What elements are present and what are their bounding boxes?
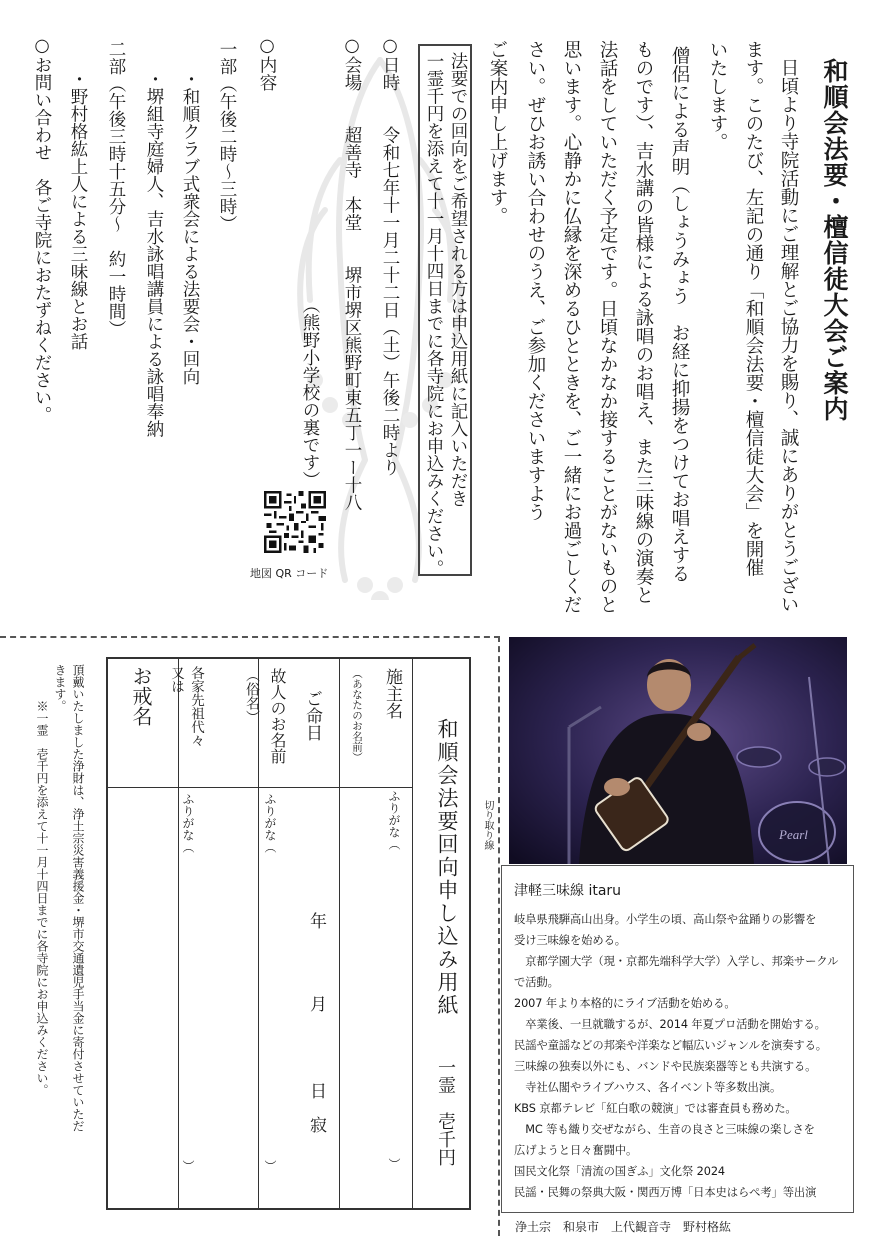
part1-item: ・堺組寺庭婦人、吉水詠唱講員による詠唱奉納 xyxy=(144,70,164,438)
contents-label: ○内容 xyxy=(257,36,277,91)
deceased-paren-close: ） xyxy=(263,1160,277,1172)
profile-line: KBS 京都テレビ「紅白歌の競演」では審査員も務めた。 xyxy=(514,1102,797,1115)
donation-note: 頂戴いたしました浄財は、浄土宗災害義援金・堺市交通遺児手当金に寄付させていただ xyxy=(71,664,85,1132)
profile-line: 三味線の独奏以外にも、バンドや民族楽器等とも共演する。 xyxy=(514,1060,817,1073)
date-month: 月 xyxy=(306,995,326,1012)
sponsor-paren-close: ） xyxy=(387,1158,401,1170)
profile-line: 国民文化祭「清流の国ぎふ」文化祭 2024 xyxy=(514,1165,725,1178)
notice-box-line: 法要での回向をご希望される方は申込用紙に記入いただき xyxy=(448,52,468,507)
notice-title: 和順会法要・檀信徒大会ご案内 xyxy=(820,58,849,422)
profile-line: 広げようと日々奮闘中。 xyxy=(514,1144,638,1157)
sponsor-label: 施主名 xyxy=(382,668,402,719)
sponsor-furigana: ふりがな（ xyxy=(387,790,401,850)
deceased-name-sub-label: （俗名） xyxy=(244,668,260,724)
cut-line-vertical xyxy=(498,636,500,1236)
part1-heading: 一部（午後二時〜三時） xyxy=(217,40,237,233)
form-divider xyxy=(258,659,259,1208)
event-datetime: ○日時 令和七年十一月二十二日（土）午後二時より xyxy=(380,36,400,476)
deceased-name-field[interactable] xyxy=(218,860,252,1152)
profile-line: で活動。 xyxy=(514,976,559,989)
form-divider xyxy=(339,659,340,1208)
profile-footer: 浄土宗 和泉市 上代観音寺 野村格紘 xyxy=(515,1220,732,1234)
event-venue-note: （熊野小学校の裏です） xyxy=(300,296,320,489)
performer-photo xyxy=(509,637,847,864)
part1-item: ・和順クラブ式衆会による法要会・回向 xyxy=(180,70,200,385)
form-title: 和順会法要回向申し込み用紙 xyxy=(435,718,459,1017)
notice-paragraph-line: ご案内申し上げます。 xyxy=(487,40,508,225)
date-year: 年 xyxy=(306,912,326,929)
notice-paragraph-line: 日頃より寺院活動にご理解とご協力を賜り、誠にありがとうござい xyxy=(778,58,799,613)
qr-code-label: 地図 QR コード xyxy=(250,567,329,580)
notice-paragraph-line: いたします。 xyxy=(707,40,728,151)
form-divider xyxy=(412,659,413,1208)
profile-line: 民謡・民舞の祭典大阪・関西万博「日本史はらぺ考」等出演 xyxy=(514,1186,817,1199)
date-jaku: 寂 xyxy=(306,1116,326,1133)
profile-line: 2007 年より本格的にライブ活動を始める。 xyxy=(514,997,736,1010)
notice-paragraph-line: 僧侶による声明（しょうみょう お経に抑揚をつけてお唱えする xyxy=(669,46,690,583)
kaimyo-label: お戒名 xyxy=(129,666,153,726)
memorial-date-field[interactable] xyxy=(272,800,306,1162)
form-divider xyxy=(178,659,179,1208)
notice-paragraph-line: さい。ぜひお誘い合わせのうえ、ご参加くださいますよう xyxy=(525,40,546,521)
cut-line-label: 切り取り線 xyxy=(482,800,493,850)
memorial-date-label: ご命日 xyxy=(302,690,322,741)
inquiry-text: ○お問い合わせ 各ご寺院におたずねください。 xyxy=(32,36,52,424)
event-venue: ○会場 超善寺 本堂 堺市堺区熊野町東五丁一ー十八 xyxy=(342,36,362,511)
application-deadline-note: ※一霊 壱千円を添えて十一月十四日までに各寺院にお申込みください。 xyxy=(35,700,49,1096)
profile-line: 受け三味線を始める。 xyxy=(514,934,626,947)
drum-brand-text: Pearl xyxy=(779,827,808,842)
part2-heading: 二部（午後三時十五分〜 約一時間） xyxy=(106,40,126,338)
ancestors-kaimyo-field[interactable] xyxy=(130,860,164,1152)
ancestors-or-label: 又は xyxy=(168,666,184,693)
ancestors-paren-close: ） xyxy=(181,1160,195,1172)
sponsor-name-field[interactable] xyxy=(352,860,386,1152)
deceased-name-label: 故人のお名前 xyxy=(268,668,287,764)
notice-paragraph-line: 思います。心静かに仏縁を深めるひとときを、ご一緒にお過ごしくだ xyxy=(561,40,582,614)
donation-note-cont: きます。 xyxy=(53,664,67,712)
profile-line: 卒業後、一旦就職するが、2014 年夏プロ活動を開始する。 xyxy=(514,1018,826,1031)
profile-line: 岐阜県飛騨高山出身。小学生の頃、高山祭や盆踊りの影響を xyxy=(514,913,817,926)
deceased-furigana: ふりがな（ xyxy=(263,793,277,853)
performer-profile xyxy=(501,865,854,1213)
ancestors-furigana: ふりがな（ xyxy=(181,793,195,853)
notice-box-line: 一霊千円を添えて十一月十四日までに各寺院にお申込みください。 xyxy=(424,52,444,577)
profile-line: 民謡や童謡などの邦楽や洋楽など幅広いジャンルを演奏する。 xyxy=(514,1039,828,1052)
form-fee: 一霊 壱千円 xyxy=(435,1058,456,1166)
form-row-divider xyxy=(108,787,412,788)
sponsor-sub-label: （あなたのお名前） xyxy=(351,668,363,763)
profile-line: 寺社仏閣やライブハウス、各イベント等多数出演。 xyxy=(514,1081,782,1094)
notice-paragraph-line: 法話をしていただく予定です。日頃なかなか接することがないものと xyxy=(597,40,618,614)
date-day: 日 xyxy=(306,1082,326,1099)
profile-heading: 津軽三味線 itaru xyxy=(514,883,622,899)
profile-line: 京都学園大学（現・京都先端科学大学）入学し、邦楽サークル xyxy=(514,955,839,968)
notice-paragraph-line: ます。このたび、左記の通り「和順会法要・檀信徒大会」を開催 xyxy=(743,40,764,577)
profile-line: MC 等も織り交ぜながら、生音の良さと三味線の楽しさを xyxy=(514,1123,815,1136)
ancestors-label: 各家先祖代々 xyxy=(188,666,204,747)
part2-item: ・野村格紘上人による三味線とお話 xyxy=(68,70,88,350)
map-qr-code[interactable] xyxy=(264,491,326,553)
cut-line-horizontal xyxy=(0,636,500,638)
notice-paragraph-line: ものです）、吉水講の皆様による詠唱のお唱え、また三味線の演奏と xyxy=(633,40,654,605)
